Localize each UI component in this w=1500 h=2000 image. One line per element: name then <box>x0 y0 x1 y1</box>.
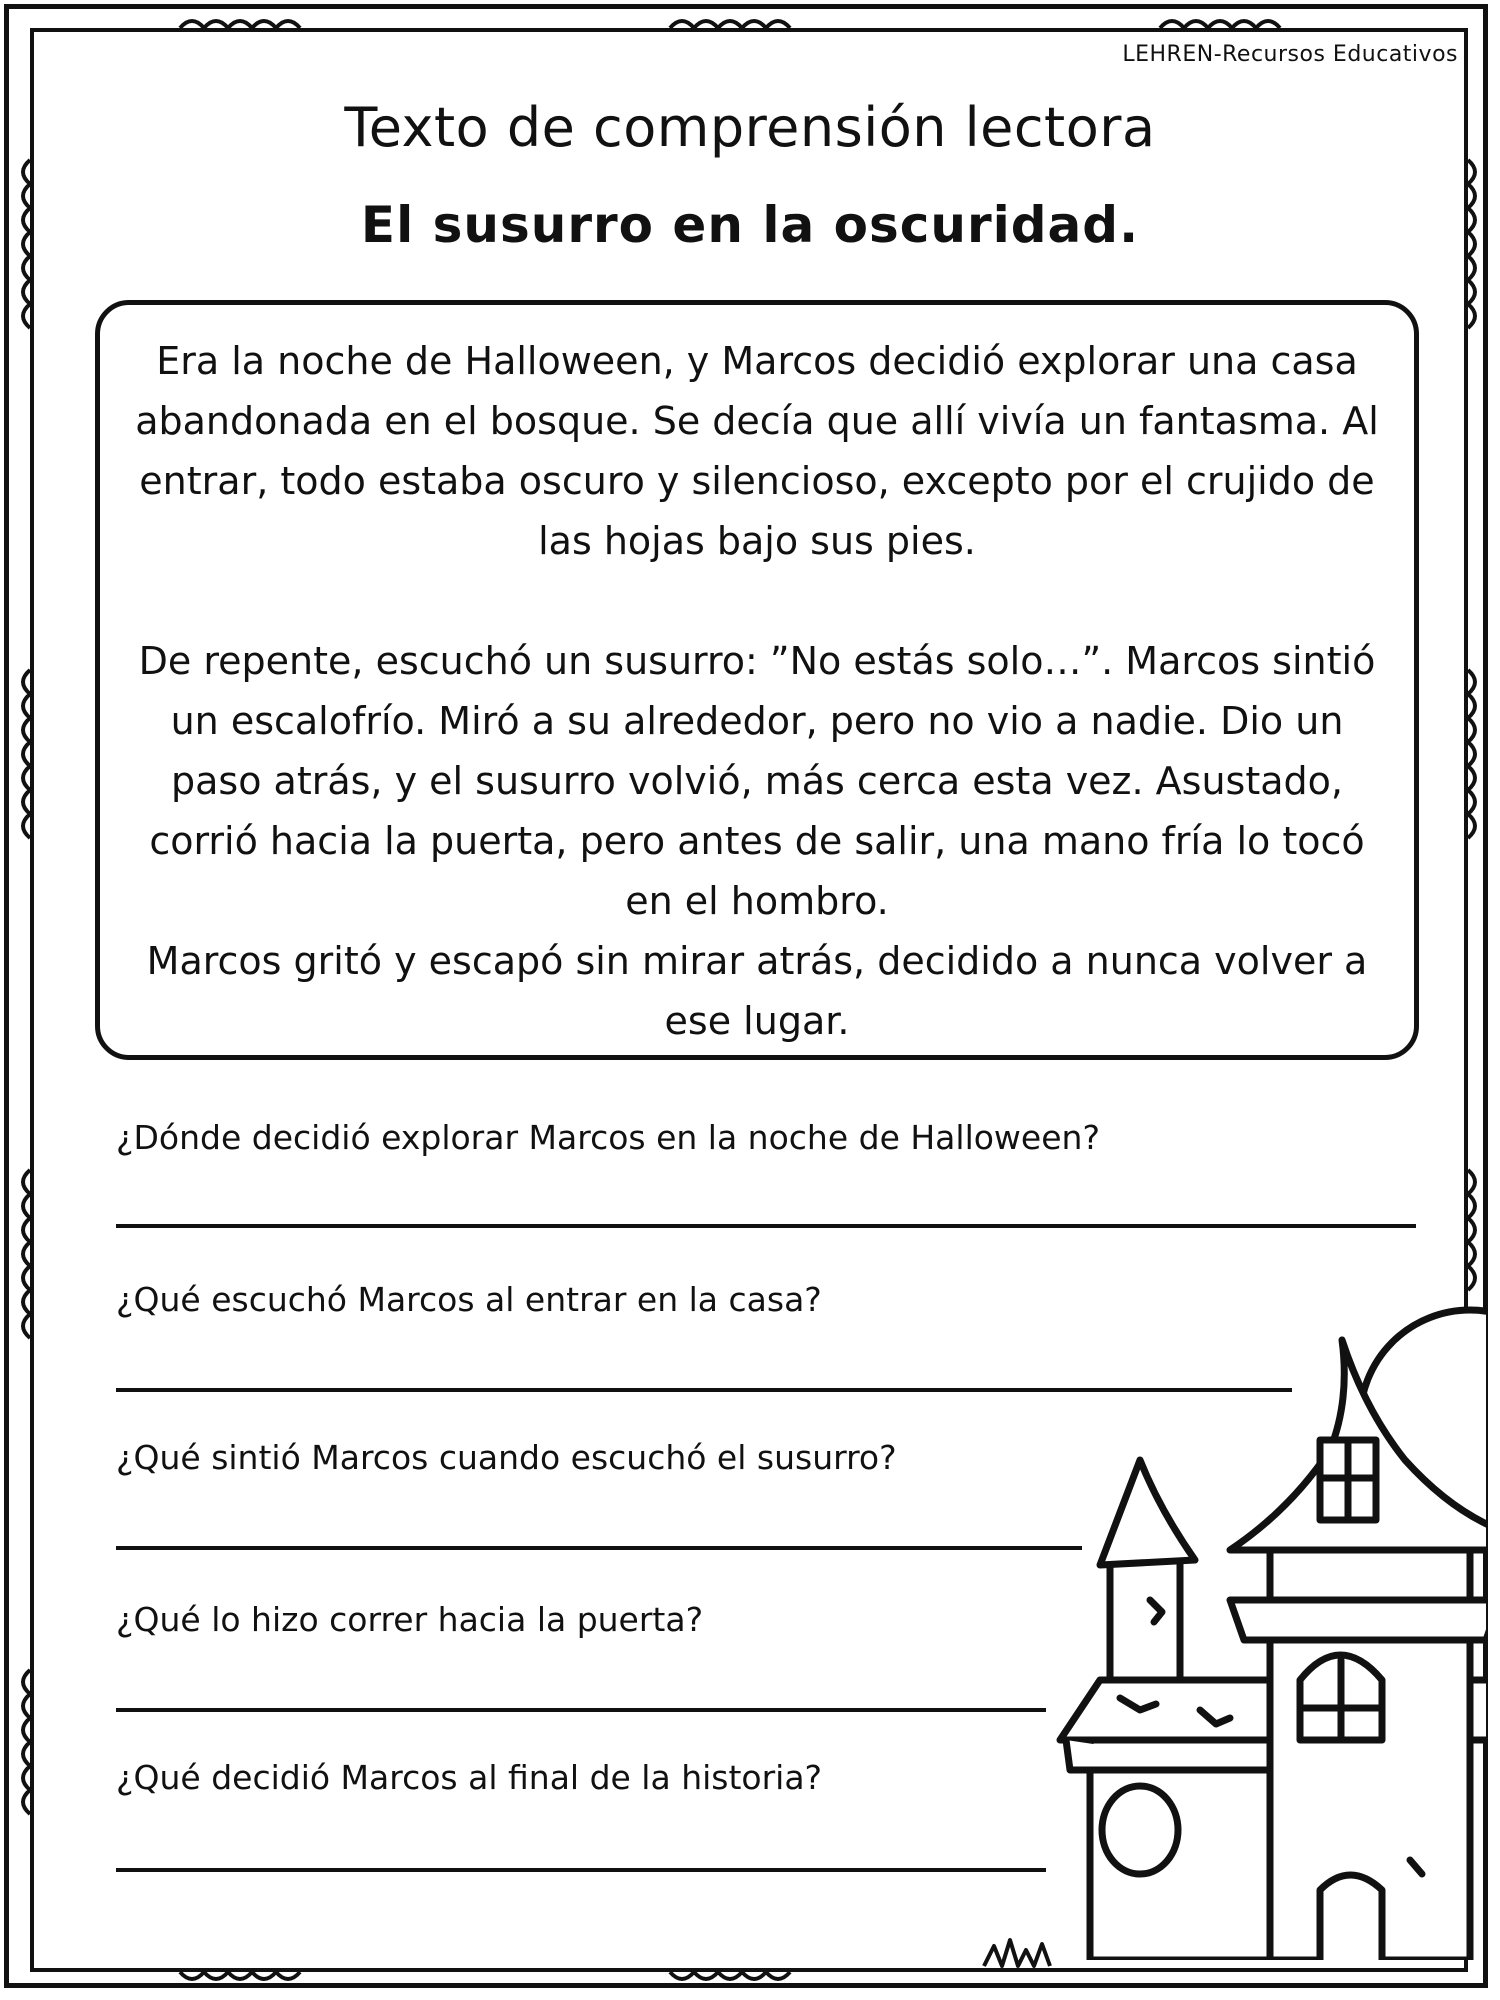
answer-line-1[interactable] <box>116 1224 1416 1228</box>
question-3: ¿Qué sintió Marcos cuando escuchó el susurro? <box>116 1438 897 1477</box>
haunted-house-icon <box>1030 1300 1486 1960</box>
story-title: El susurro en la oscuridad. <box>360 196 1140 254</box>
story-paragraph-1: Era la noche de Halloween, y Marcos decidió explorar una casa abandonada en el bosque. Se decía que allí vivía un fantasma. Al entrar, todo estaba oscuro y silencioso, excepto por el crujido de las hojas bajo sus pies. <box>135 339 1379 563</box>
grass-decoration <box>980 1930 1070 1970</box>
story-box <box>95 300 1419 1060</box>
answer-line-4[interactable] <box>116 1708 1046 1712</box>
page-title: Texto de comprensión lectora <box>344 96 1156 159</box>
story-paragraph-2: De repente, escuchó un susurro: ”No estás solo…”. Marcos sintió un escalofrío. Miró a su alrededor, pero no vio a nadie. Dio un paso atrás, y el susurro volvió, más cerca esta vez. Asustado, corrió hacia la puerta, pero antes de salir, una mano fría lo tocó en el hombro. <box>138 639 1376 923</box>
question-1: ¿Dónde decidió explorar Marcos en la noche de Halloween? <box>116 1118 1100 1157</box>
answer-line-3[interactable] <box>116 1546 1082 1550</box>
answer-line-5[interactable] <box>116 1868 1046 1872</box>
question-5: ¿Qué decidió Marcos al final de la historia? <box>116 1758 823 1797</box>
question-2: ¿Qué escuchó Marcos al entrar en la casa? <box>116 1280 822 1319</box>
question-4: ¿Qué lo hizo correr hacia la puerta? <box>116 1600 704 1639</box>
author-credit: LEHREN-Recursos Educativos <box>1122 42 1458 67</box>
story-paragraph-3: Marcos gritó y escapó sin mirar atrás, decidido a nunca volver a ese lugar. <box>146 939 1368 1043</box>
